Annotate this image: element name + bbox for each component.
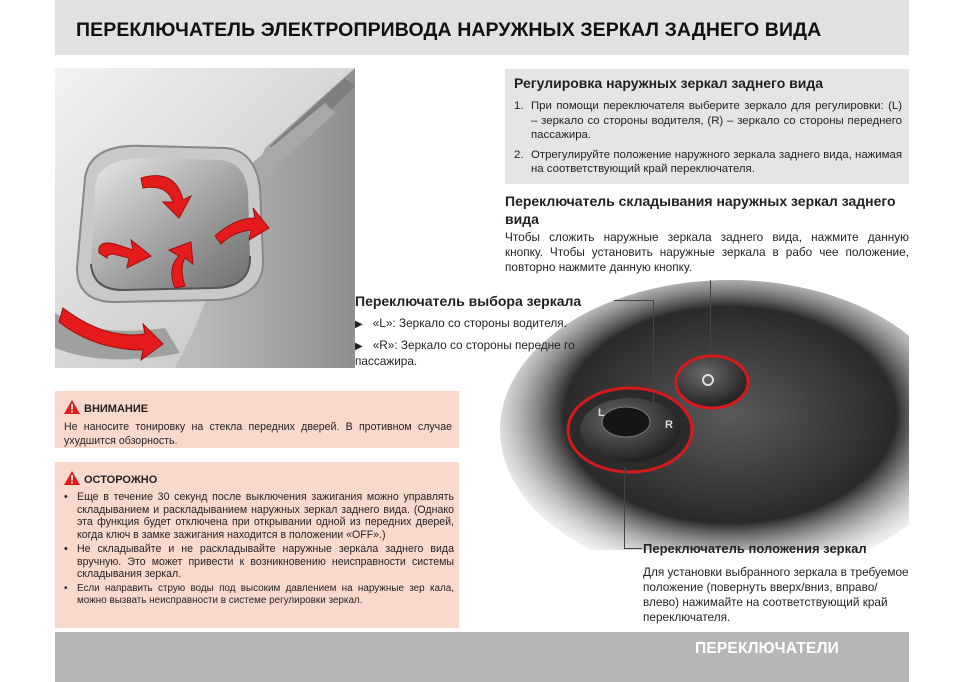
attention-box [55,391,459,448]
caution-item: • Если направить струю воды под высоким давлением на наружные зер кала, можно вызвать неисправности в системе регулировки зеркал. [64,583,454,608]
switch-l-label: L [598,407,605,419]
warning-triangle-icon [64,400,80,414]
caution-box [55,462,459,628]
attention-text: Не наносите тонировку на стекла передних дверей. В противном случае ухудшится обзорность. [64,421,452,447]
select-leader-h [614,300,653,301]
footer-label: ПЕРЕКЛЮЧАТЕЛИ [694,640,839,657]
select-item-r: ▶ «R»: Зеркало со стороны передне го пассажира. [355,338,575,368]
select-item-l: ▶ «L»: Зеркало со стороны водителя. [355,316,567,330]
page-footer [55,632,909,682]
fold-leader-v [710,280,711,355]
position-leader-v [624,468,625,548]
page-header [55,0,909,55]
fold-text: Чтобы сложить наружные зеркала заднего вида, нажмите данную кнопку. Чтобы установить наружные зеркала в рабо чее положение, повторно нажмите данную кнопку. [505,230,909,274]
page-title: ПЕРЕКЛЮЧАТЕЛЬ ЭЛЕКТРОПРИВОДА НАРУЖНЫХ ЗЕРКАЛ ЗАДНЕГО ВИДА [76,19,822,41]
adjust-title: Регулировка наружных зеркал заднего вида [514,75,824,91]
select-title: Переключатель выбора зеркала [355,293,582,309]
fold-section [505,192,909,275]
position-section [643,540,909,625]
select-leader-v [653,300,654,405]
caution-item: • Не складывайте и не раскладывайте наружные зеркала заднего вида вручную. Это может привести к возникновению неисправности системы складывания зеркал. [64,543,454,581]
position-leader-h [624,548,642,549]
adjust-steps [514,99,902,182]
adjust-step: 2. Отрегулируйте положение наружного зеркала заднего вида, нажимая на соответствующий край переключателя. [514,148,902,175]
adjust-section [505,69,909,184]
switch-r-label: R [665,419,673,431]
adjust-step: 1. При помощи переключателя выберите зеркало для регулировки: (L) – зеркало со стороны водителя, (R) – зеркало со стороны переднего пассажира. [514,100,902,141]
position-text: Для установки выбранного зеркала в требуемое положение (повернуть вверх/вниз, вправо/влево) нажимайте на соответствующий край переключателя. [643,565,909,624]
warning-triangle-icon [64,471,80,485]
fold-title: Переключатель складывания наружных зеркал заднего вида [505,193,896,227]
caution-item: • Еще в течение 30 секунд после выключения зажигания можно управлять складыванием и раскладыванием наружных зеркал заднего вида. (Однако эта функция будет отключена при открывании одной из передних дверей, когда ключ в замке зажигания находится в положении «OFF».) [64,491,454,541]
select-section [355,292,611,369]
caution-heading: ОСТОРОЖНО [64,471,157,486]
position-title: Переключатель положения зеркал [643,541,867,556]
caution-list [64,491,454,610]
mirror-photo [55,68,355,368]
attention-heading: ВНИМАНИЕ [64,400,148,415]
